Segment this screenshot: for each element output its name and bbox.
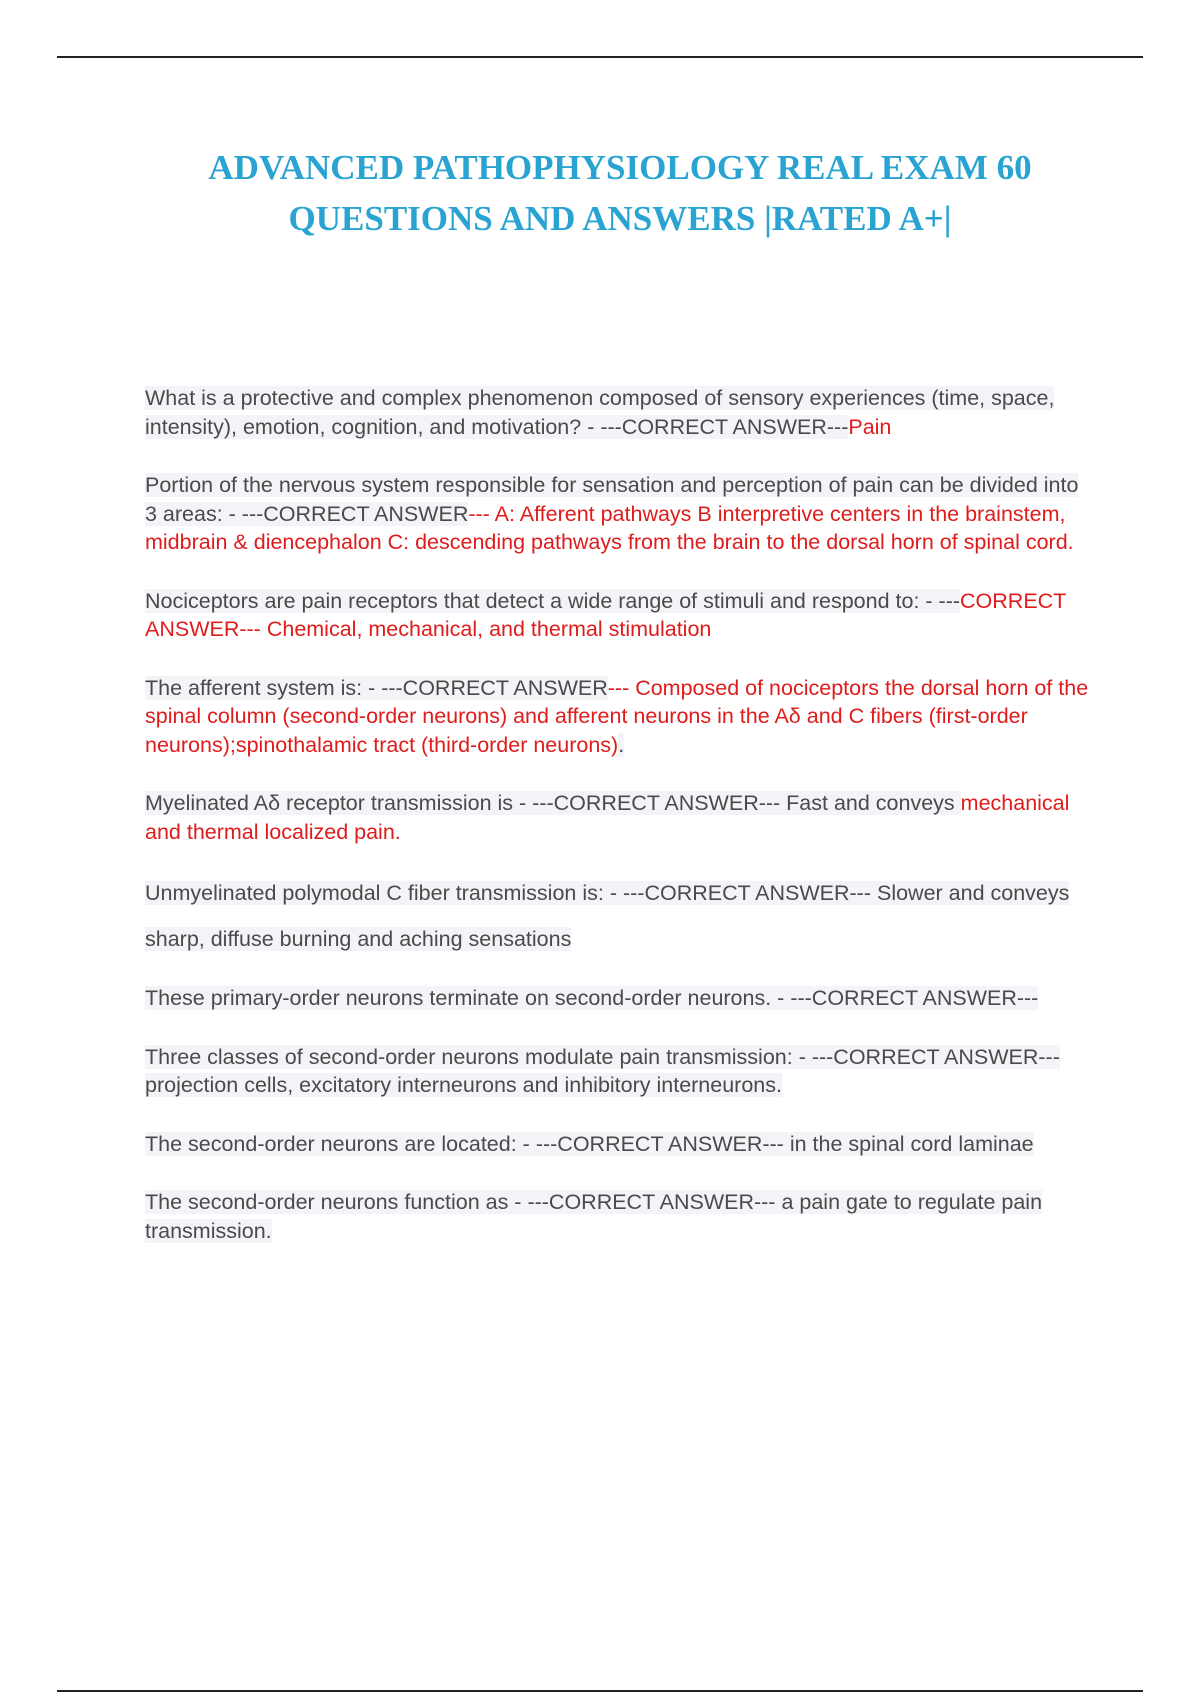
answer-marker: ---CORRECT ANSWER---	[790, 986, 1039, 1010]
bottom-rule	[57, 1690, 1143, 1692]
answer-marker: ---CORRECT ANSWER---	[622, 881, 871, 905]
question-text: Nociceptors are pain receptors that detect a wide range of stimuli and respond to: - ---	[145, 588, 961, 613]
answer-marker: ---CORRECT ANSWER	[241, 501, 469, 526]
qa-item	[145, 384, 1095, 441]
answer-text: mechanical and thermal localized pain.	[145, 791, 1070, 844]
answer-text: Chemical, mechanical, and thermal stimulation	[260, 617, 712, 641]
question-text: The second-order neurons are located: -	[145, 1131, 536, 1156]
answer-text: Slower and conveys sharp, diffuse burning and aching sensations	[145, 881, 1070, 951]
answer-text: in the spinal cord laminae	[783, 1131, 1034, 1156]
qa-list	[145, 384, 1095, 1275]
answer-text: projection cells, excitatory interneurons and inhibitory interneurons.	[145, 1073, 782, 1097]
qa-item	[145, 587, 1095, 644]
qa-item	[145, 870, 1095, 962]
qa-item	[145, 1130, 1095, 1159]
question-text: Portion of the nervous system responsible for sensation and perception of pain can be divided into 3 areas: -	[145, 473, 1079, 526]
qa-item	[145, 1188, 1095, 1245]
answer-text: Pain	[848, 414, 892, 439]
question-text: Unmyelinated polymodal C fiber transmission is: -	[145, 881, 623, 905]
qa-item	[145, 674, 1095, 760]
question-text: These primary-order neurons terminate on second-order neurons. -	[145, 986, 791, 1010]
answer-marker: ---CORRECT ANSWER---	[527, 1190, 776, 1214]
qa-item	[145, 984, 1095, 1013]
question-text: Myelinated Aδ receptor transmission is -	[145, 791, 533, 815]
qa-item	[145, 471, 1095, 557]
answer-marker: CORRECT ANSWER---	[145, 588, 1066, 641]
question-text: The afferent system is: -	[145, 675, 382, 700]
answer-marker: ---CORRECT ANSWER---	[532, 791, 781, 815]
document-title: ADVANCED PATHOPHYSIOLOGY REAL EXAM 60 QUESTIONS AND ANSWERS |RATED A+|	[208, 148, 1032, 238]
qa-item	[145, 1043, 1095, 1100]
answer-text: a pain gate to regulate pain transmission.	[145, 1190, 1043, 1243]
answer-marker: ---CORRECT ANSWER---	[811, 1044, 1060, 1069]
top-rule	[57, 56, 1143, 58]
question-text: Three classes of second-order neurons modulate pain transmission: -	[145, 1044, 812, 1069]
answer-marker: ---CORRECT ANSWER	[381, 675, 608, 700]
answer-text: --- A: Afferent pathways B interpretive centers in the brainstem, midbrain & diencephalon C: descending pathways from the brain to the dorsal horn of spinal cord.	[145, 501, 1074, 554]
question-text: The second-order neurons function as -	[145, 1190, 528, 1214]
answer-text-gray: Fast and conveys	[780, 791, 961, 815]
answer-marker: ---CORRECT ANSWER---	[535, 1131, 784, 1156]
answer-marker: ---CORRECT ANSWER---	[600, 414, 849, 439]
question-text: What is a protective and complex phenomenon composed of sensory experiences (time, space, intensity), emotion, cognition, and motivation? -	[145, 386, 1055, 439]
answer-text: --- Composed of nociceptors the dorsal horn of the spinal column (second-order neurons) and afferent neurons in the Aδ and C fibers (first-order neurons);spinothalamic tract (third-order neurons)	[145, 675, 1089, 757]
qa-item	[145, 789, 1095, 846]
answer-tail: .	[618, 732, 625, 757]
